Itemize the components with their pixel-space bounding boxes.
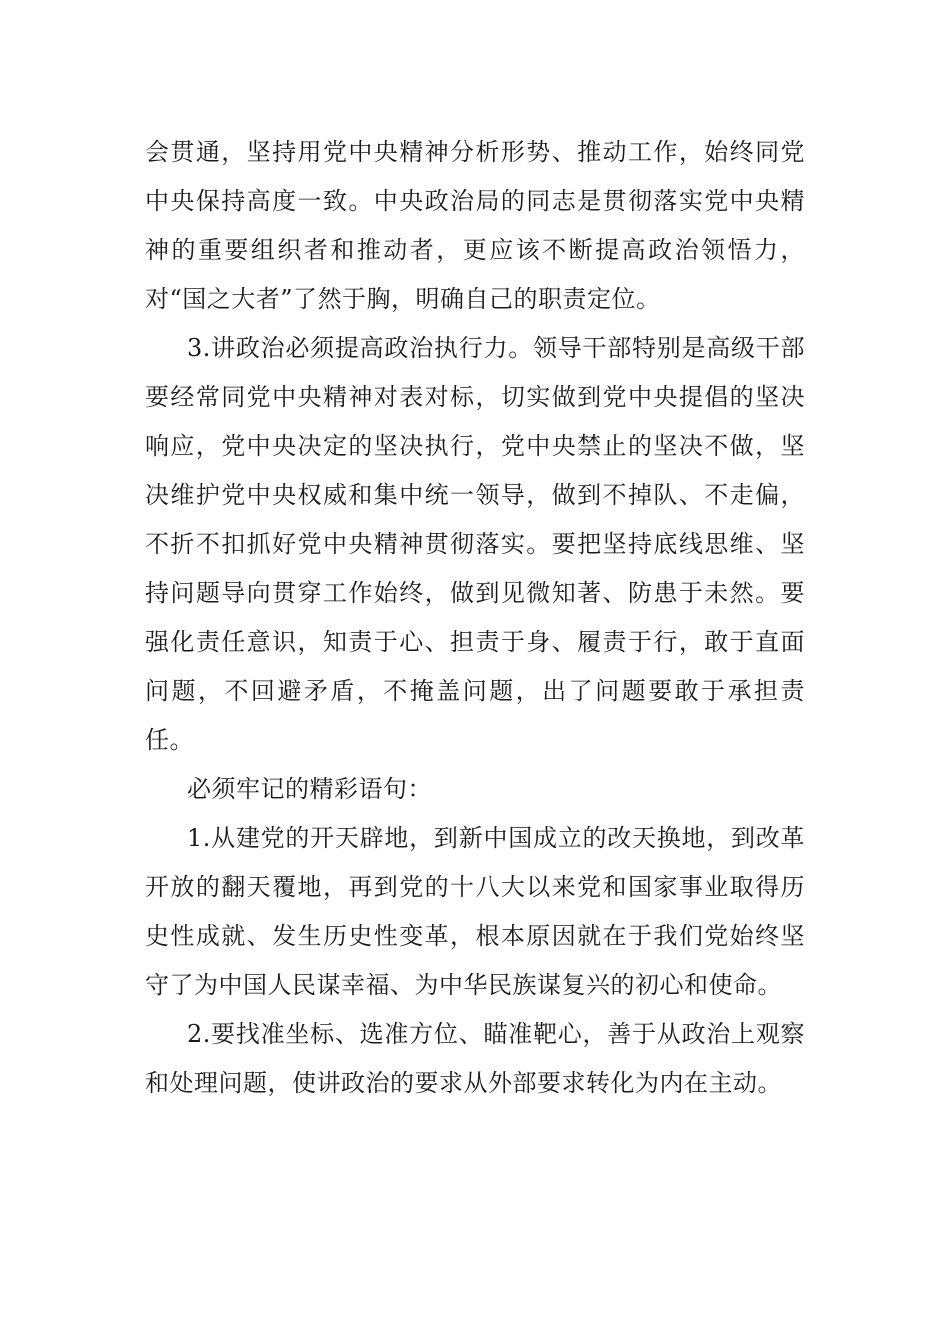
- paragraph-political-execution: 3.讲政治必须提高政治执行力。领导干部特别是高级干部要经常同党中央精神对表对标，切实做到党中央提倡的坚决响应，党中央决定的坚决执行，党中央禁止的坚决不做，坚决维护党中央权威和集中统一领导，做到不掉队、不走偏，不折不扣抓好党中央精神贯彻落实。要把坚持底线思维、坚持问题导向贯穿工作始终，做到见微知著、防患于未然。要强化责任意识，知责于心、担责于身、履责于行，敢于直面问题，不回避矛盾，不掩盖问题，出了问题要敢于承担责任。: [145, 334, 805, 754]
- paragraph-continuation: 会贯通，坚持用党中央精神分析形势、推动工作，始终同党中央保持高度一致。中央政治局的同志是贯彻落实党中央精神的重要组织者和推动者，更应该不断提高政治领悟力，对“国之大者”了然于胸，明确自己的职责定位。: [145, 138, 805, 313]
- document-body: [145, 128, 805, 1108]
- paragraph-quote-2: 2.要找准坐标、选准方位、瞄准靶心，善于从政治上观察和处理问题，使讲政治的要求从外部要求转化为内在主动。: [145, 1020, 805, 1097]
- paragraph-quote-1: 1.从建党的开天辟地，到新中国成立的改天换地，到改革开放的翻天覆地，再到党的十八大以来党和国家事业取得历史性成就、发生历史性变革，根本原因就在于我们党始终坚守了为中国人民谋幸福、为中华民族谋复兴的初心和使命。: [145, 824, 805, 999]
- paragraph-quotes-heading: 必须牢记的精彩语句：: [187, 775, 432, 803]
